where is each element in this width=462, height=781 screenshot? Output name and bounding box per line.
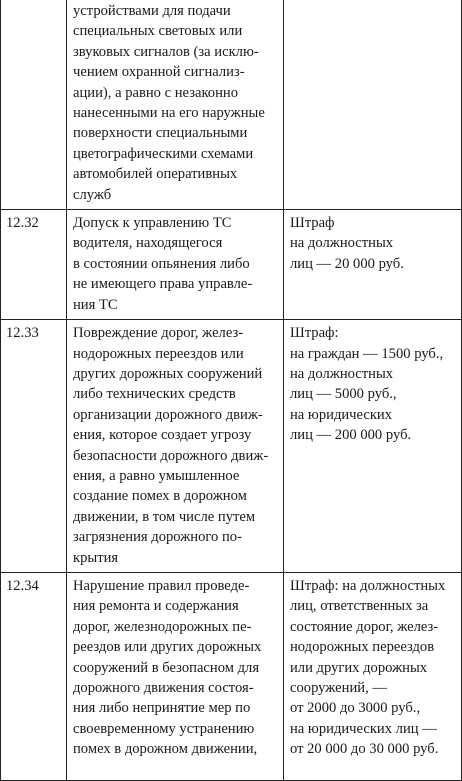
offense-text-line: либо технических средств xyxy=(73,386,236,403)
penalty-text-line: Штраф xyxy=(290,215,335,232)
offense-text-line: движении, в том числе путем xyxy=(73,508,256,525)
offense-text-line: других дорожных сооружений xyxy=(73,365,263,382)
offense-text-line: Допуск к управлению ТС xyxy=(73,215,232,232)
penalty-text-line: состояние дорог, желез- xyxy=(290,618,439,635)
penalty-cell xyxy=(284,572,462,780)
penalty-text-line: на граждан — 1500 руб., xyxy=(290,345,444,362)
penalty-text-line: Штраф: xyxy=(290,325,339,342)
penalty-text-line: или других дорожных xyxy=(290,659,428,676)
offense-text-line: автомобилей оперативных xyxy=(73,166,238,183)
penalty-cell xyxy=(284,210,462,320)
article-code-cell xyxy=(1,320,67,573)
offense-text-line: нодорожных переездов или xyxy=(73,345,244,362)
article-code: 12.32 xyxy=(6,215,39,232)
offense-cell xyxy=(67,572,284,780)
offense-text-line: цветографическими схемами xyxy=(73,145,254,162)
penalty-cell xyxy=(284,0,462,210)
offense-text-line: реездов или других дорожных xyxy=(73,639,262,656)
penalty-text-line: нодорожных переездов xyxy=(290,639,435,656)
penalty-table-body xyxy=(1,0,462,780)
offense-text-line: безопасности дорожного движ- xyxy=(73,447,269,464)
table-row xyxy=(1,210,462,320)
offense-text-line: ения, которое создает угрозу xyxy=(73,427,252,444)
penalty-text-line: на должностных xyxy=(290,365,394,382)
offense-text-line: специальных световых или xyxy=(73,23,243,40)
offense-text-line: ния ремонта и содержания xyxy=(73,598,239,615)
article-code: 12.33 xyxy=(6,325,39,342)
offense-text-line: создание помех в дорожном xyxy=(73,488,247,505)
offense-text-line: ния ТС xyxy=(73,296,118,313)
offense-text-line: своевременному устранению xyxy=(73,720,255,737)
offense-text-line: в состоянии опьянения либо xyxy=(73,255,250,272)
offense-text-line: дорожного движения состоя- xyxy=(73,680,254,696)
table-row xyxy=(1,320,462,573)
offense-cell xyxy=(67,0,284,210)
article-code: 12.34 xyxy=(6,577,39,594)
offense-text-line: ения, а равно умышленное xyxy=(73,467,240,484)
penalty-text-line: на должностных xyxy=(290,235,394,252)
penalty-cell xyxy=(284,320,462,573)
offense-text-line: сооружений в безопасном для xyxy=(73,659,260,676)
table-row xyxy=(1,0,462,210)
offense-text-line: Повреждение дорог, желез- xyxy=(73,325,244,342)
penalty-text-line: Штраф: на должностных xyxy=(290,577,446,594)
penalty-text-line: лиц — 200 000 руб. xyxy=(290,427,412,444)
penalty-text-line: на юридических лиц — xyxy=(290,720,437,737)
penalty-text-line: от 2000 до 3000 руб., xyxy=(290,700,421,717)
penalty-text-line: лиц — 20 000 руб. xyxy=(290,255,404,272)
offense-text-line: чением охранной сигнализ- xyxy=(73,64,245,81)
penalty-text-line: от 20 000 до 30 000 руб. xyxy=(290,741,439,758)
offense-text-line: нанесенными на его наружные xyxy=(73,105,265,122)
penalty-text-line: на юридических xyxy=(290,406,393,423)
penalty-text-line: лиц — 5000 руб., xyxy=(290,386,397,403)
offense-text-line: ния либо непринятие мер по xyxy=(73,700,251,717)
offense-text-line: устройствами для подачи xyxy=(73,3,231,19)
offense-text-line: служб xyxy=(73,186,112,203)
penalty-text-line: сооружений, — xyxy=(290,680,387,696)
offense-text-line: загрязнения дорожного по- xyxy=(73,529,242,546)
offense-text-line: организации дорожного движ- xyxy=(73,406,263,423)
article-code-cell xyxy=(1,572,67,780)
article-code-cell xyxy=(1,0,67,210)
offense-text-line: звуковых сигналов (за исклю- xyxy=(73,43,259,60)
penalty-text-line: лиц, ответственных за xyxy=(290,598,429,615)
offense-text-line: крытия xyxy=(73,549,119,566)
article-code-cell xyxy=(1,210,67,320)
offense-cell xyxy=(67,320,284,573)
offense-text-line: помех в дорожном движении, xyxy=(73,741,258,758)
offense-text-line: Нарушение правил проведе- xyxy=(73,577,250,594)
offense-cell xyxy=(67,210,284,320)
offense-text-line: поверхности специальными xyxy=(73,125,248,142)
offense-text-line: дорог, железнодорожных пе- xyxy=(73,618,252,635)
offense-text-line: ации), а равно с незаконно xyxy=(73,84,239,101)
offense-text-line: водителя, находящегося xyxy=(73,235,223,252)
offense-text-line: не имеющего права управле- xyxy=(73,276,253,293)
table-row xyxy=(1,572,462,780)
